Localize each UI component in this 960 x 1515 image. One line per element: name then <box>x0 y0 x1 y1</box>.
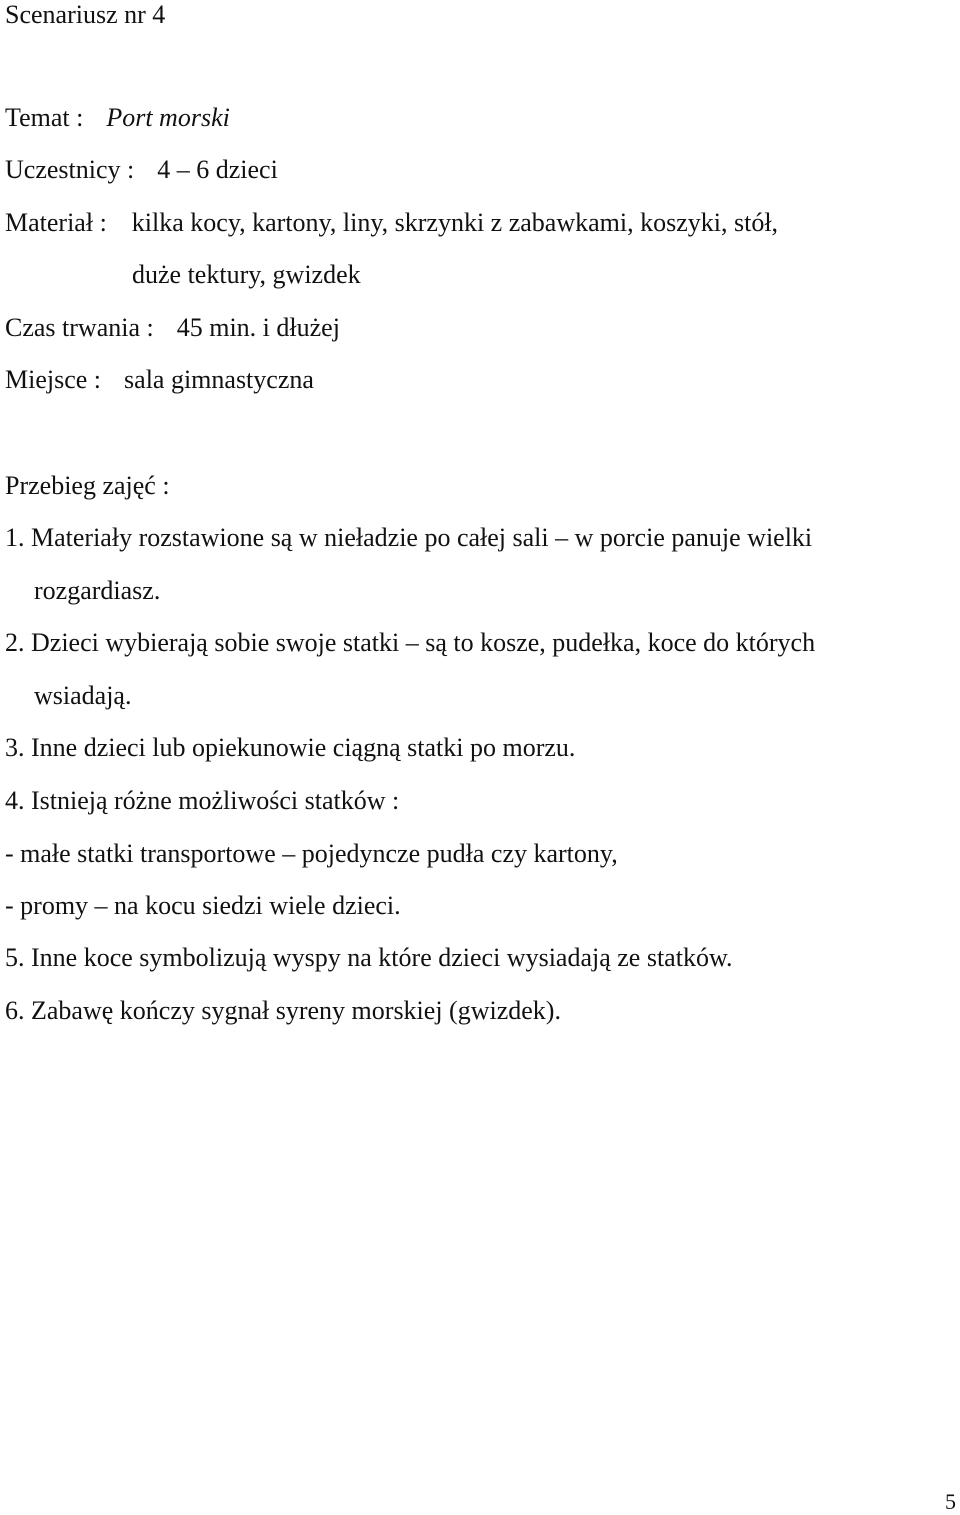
list-item: 6. Zabawę kończy sygnał syreny morskiej (gwizdek). <box>5 996 561 1025</box>
course-heading: Przebieg zajęć : <box>5 471 170 500</box>
material-value: kilka kocy, kartony, liny, skrzynki z zabawkami, koszyki, stół, <box>131 208 779 237</box>
list-item: 3. Inne dzieci lub opiekunowie ciągną statki po morzu. <box>5 733 576 762</box>
duration-line <box>5 313 340 343</box>
list-item-continuation: rozgardiasz. <box>34 576 161 605</box>
duration-value: 45 min. i dłużej <box>176 313 340 342</box>
material-value-continuation: duże tektury, gwizdek <box>132 260 361 289</box>
topic-label: Temat : <box>5 103 84 132</box>
material-label: Materiał : <box>5 208 107 237</box>
list-item: 4. Istnieją różne możliwości statków : <box>5 786 400 815</box>
topic-line <box>5 103 230 133</box>
list-item: 2. Dzieci wybierają sobie swoje statki – są to kosze, pudełka, koce do których <box>5 628 816 657</box>
list-item: 5. Inne koce symbolizują wyspy na które dzieci wysiadają ze statków. <box>5 943 733 972</box>
place-value: sala gimnastyczna <box>124 365 314 394</box>
document-title: Scenariusz nr 4 <box>5 0 166 29</box>
list-item-continuation: wsiadają. <box>34 681 132 710</box>
material-line <box>5 208 778 238</box>
place-label: Miejsce : <box>5 365 102 394</box>
list-item: 1. Materiały rozstawione są w nieładzie po całej sali – w porcie panuje wielki <box>5 523 813 552</box>
participants-line <box>5 155 278 185</box>
page-number: 5 <box>945 1489 956 1514</box>
participants-value: 4 – 6 dzieci <box>157 155 278 184</box>
list-item: - małe statki transportowe – pojedyncze pudła czy kartony, <box>5 839 618 868</box>
list-item: - promy – na kocu siedzi wiele dzieci. <box>5 891 401 920</box>
participants-label: Uczestnicy : <box>5 155 135 184</box>
topic-value: Port morski <box>106 103 230 132</box>
place-line <box>5 365 314 395</box>
duration-label: Czas trwania : <box>5 313 154 342</box>
